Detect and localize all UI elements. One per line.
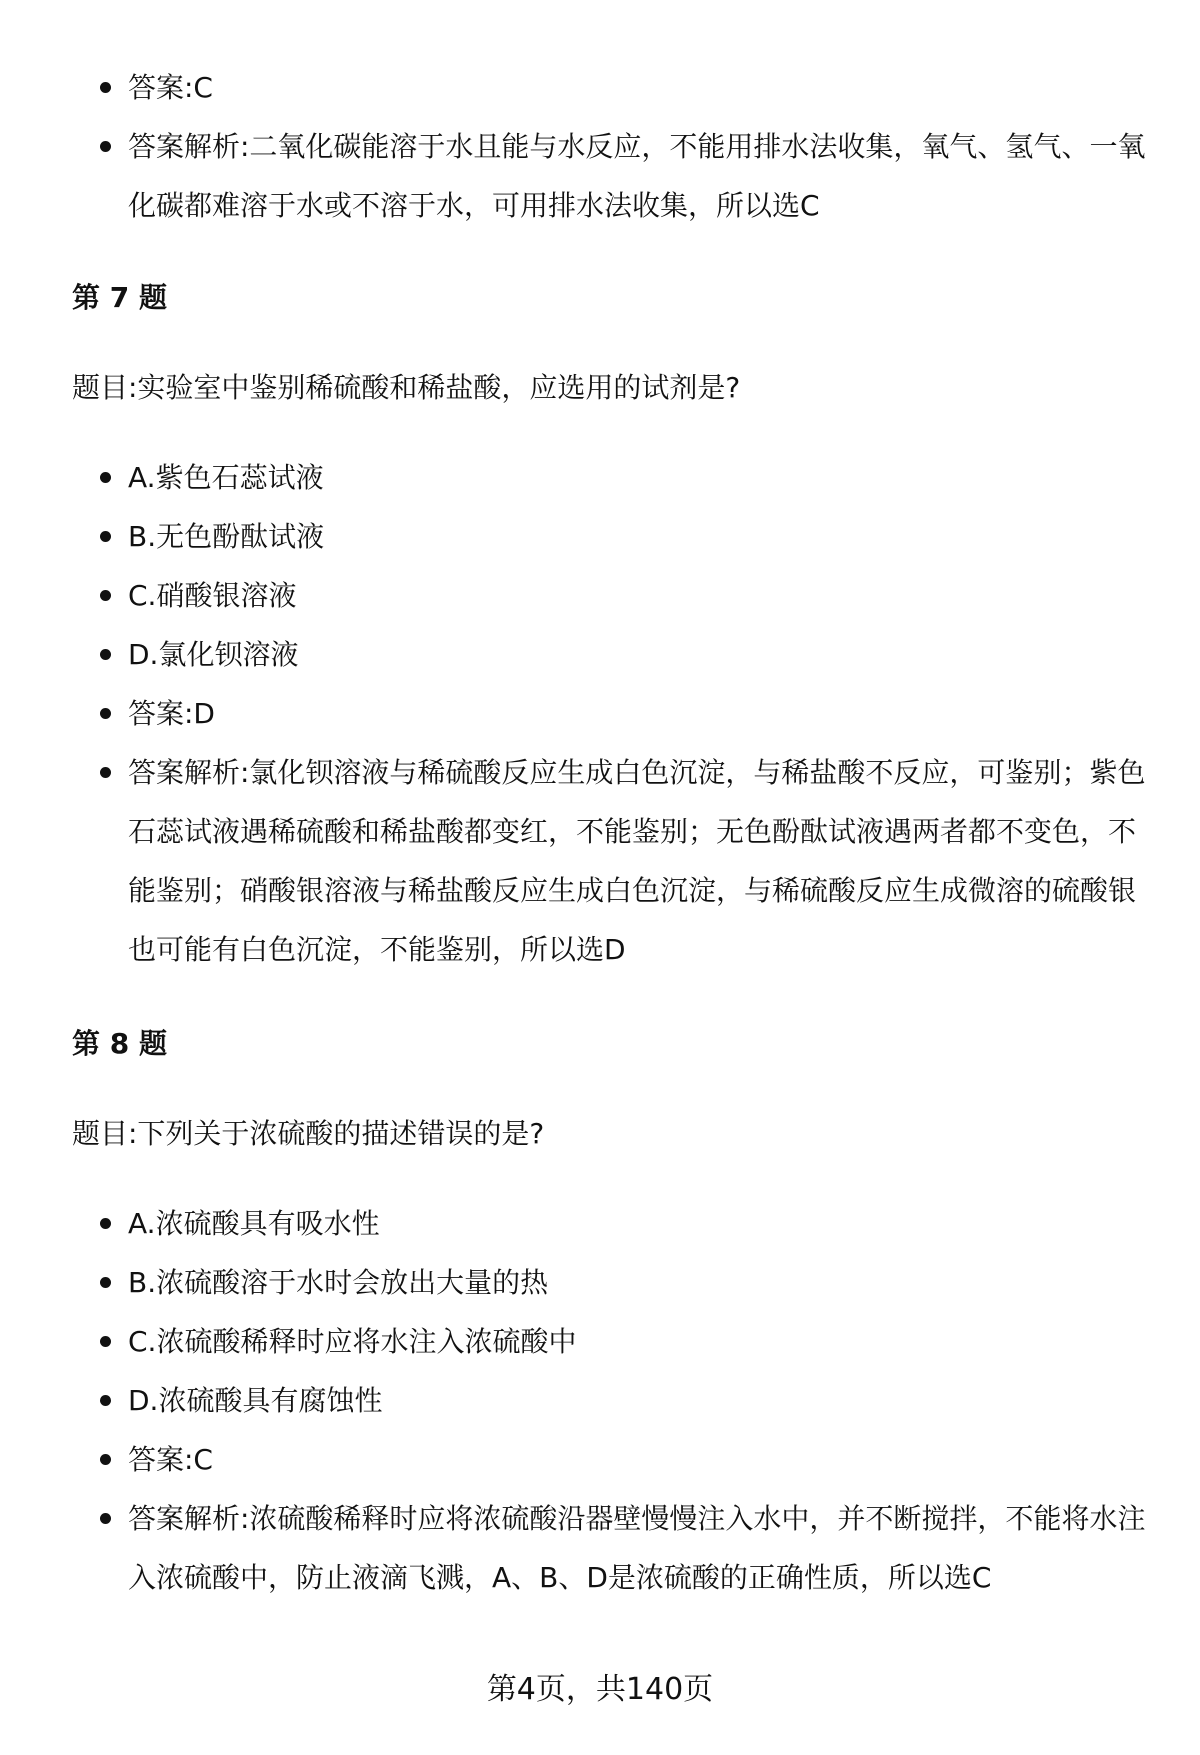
option-b: B.浓硫酸溶于水时会放出大量的热 <box>72 1253 1162 1312</box>
page-number-footer: 第4页，共140页 <box>486 1672 714 1707</box>
answer-item: 答案:C <box>72 1430 1162 1489</box>
option-a: A.紫色石蕊试液 <box>72 448 1162 507</box>
option-d: D.氯化钡溶液 <box>72 625 1162 684</box>
prev-question-answers <box>72 58 1162 235</box>
explanation-item: 答案解析:氯化钡溶液与稀硫酸反应生成白色沉淀，与稀盐酸不反应，可鉴别；紫色石蕊试液遇稀硫酸和稀盐酸都变红，不能鉴别；无色酚酞试液遇两者都不变色，不能鉴别；硝酸银溶液与稀盐酸反应生成白色沉淀，与稀硫酸反应生成微溶的硫酸银也可能有白色沉淀，不能鉴别，所以选D <box>72 743 1162 979</box>
answer-item: 答案:C <box>72 58 1162 117</box>
option-a: A.浓硫酸具有吸水性 <box>72 1194 1162 1253</box>
answer-item: 答案:D <box>72 684 1162 743</box>
question-7-list <box>72 448 1162 979</box>
question-7-text: 题目:实验室中鉴别稀硫酸和稀盐酸，应选用的试剂是? <box>72 371 741 404</box>
explanation-item: 答案解析:浓硫酸稀释时应将浓硫酸沿器壁慢慢注入水中，并不断搅拌，不能将水注入浓硫酸中，防止液滴飞溅，A、B、D是浓硫酸的正确性质，所以选C <box>72 1489 1162 1607</box>
option-c: C.浓硫酸稀释时应将水注入浓硫酸中 <box>72 1312 1162 1371</box>
question-8-heading: 第 8 题 <box>72 1027 167 1060</box>
option-b: B.无色酚酞试液 <box>72 507 1162 566</box>
explanation-item: 答案解析:二氧化碳能溶于水且能与水反应，不能用排水法收集，氧气、氢气、一氧化碳都难溶于水或不溶于水，可用排水法收集，所以选C <box>72 117 1162 235</box>
question-8-text: 题目:下列关于浓硫酸的描述错误的是? <box>72 1117 545 1150</box>
option-d: D.浓硫酸具有腐蚀性 <box>72 1371 1162 1430</box>
question-7-heading: 第 7 题 <box>72 281 167 314</box>
option-c: C.硝酸银溶液 <box>72 566 1162 625</box>
question-8-list <box>72 1194 1162 1607</box>
